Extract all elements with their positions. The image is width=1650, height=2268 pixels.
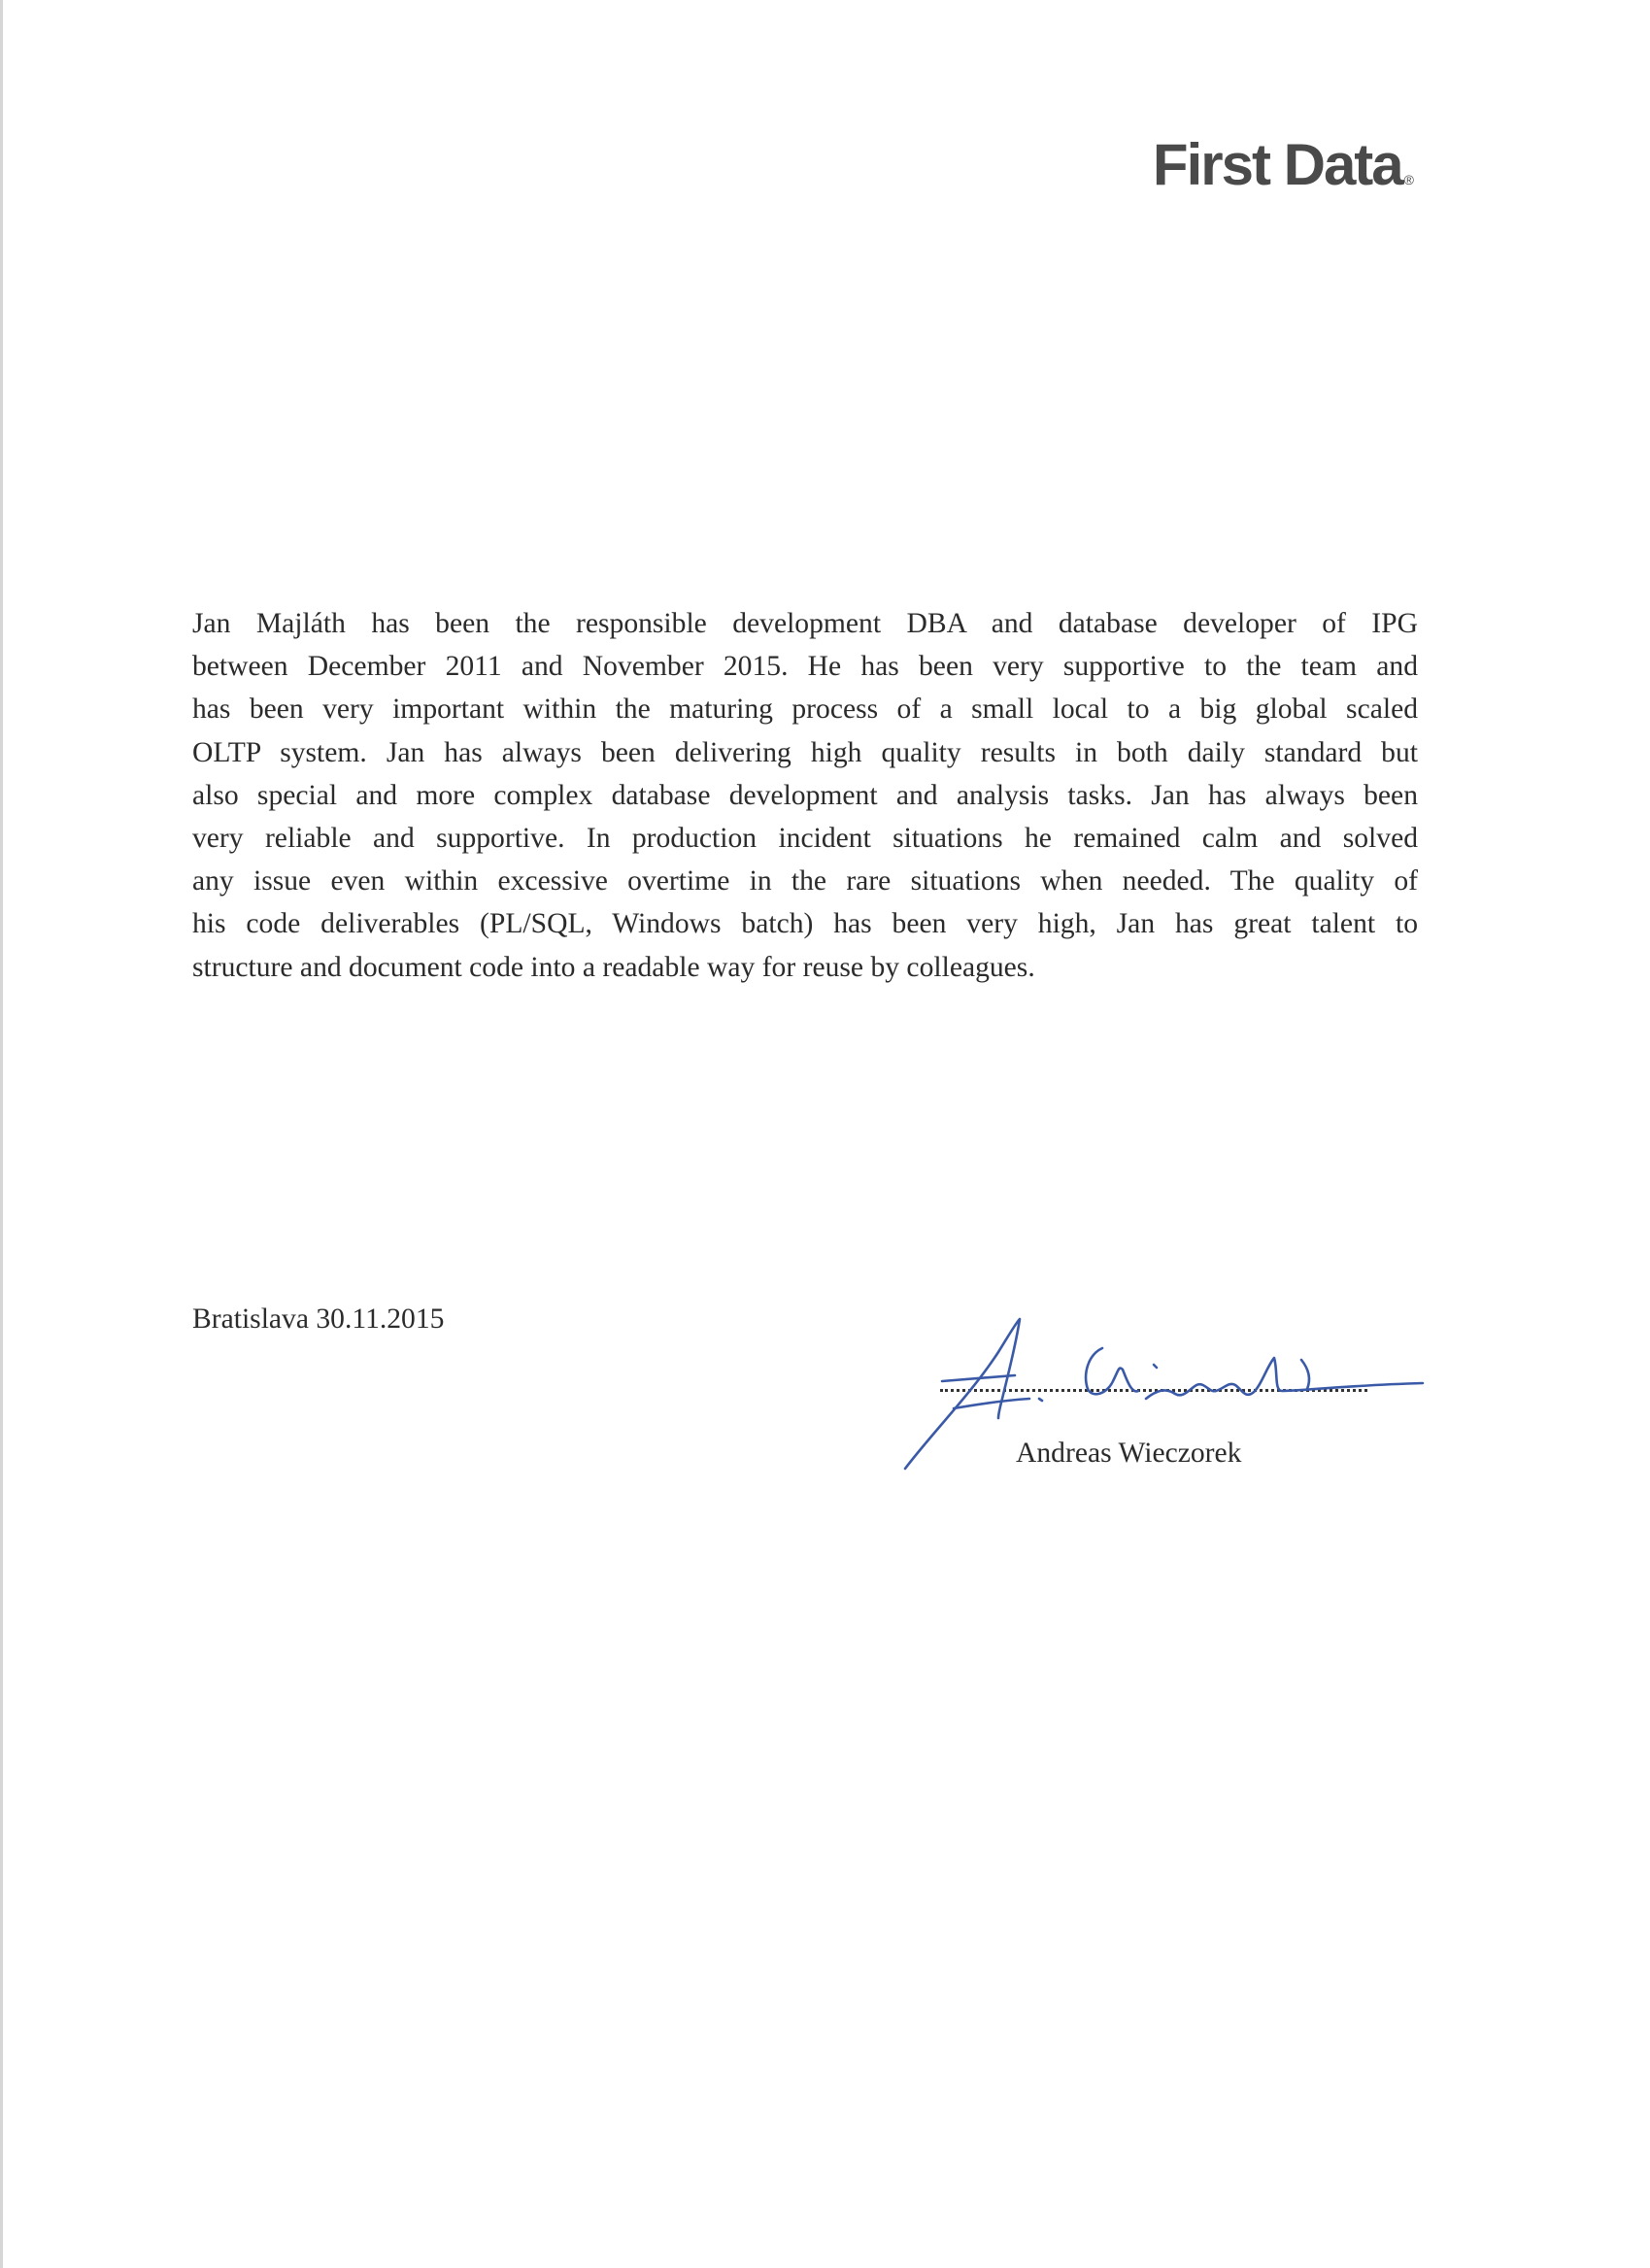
body-line: structure and document code into a readable way for reuse by colleagues. [192, 951, 1035, 983]
logo-wordmark: First Data [1152, 132, 1402, 197]
letter-body [192, 602, 1418, 989]
body-line: very reliable and supportive. In production incident situations he remained calm and solved [192, 823, 1418, 855]
body-line: Jan Majláth has been the responsible development DBA and database developer of IPG [192, 608, 1418, 639]
body-line: between December 2011 and November 2015. He has been very supportive to the team and [192, 651, 1418, 683]
place-date: Bratislava 30.11.2015 [192, 1303, 445, 1335]
body-line: also special and more complex database development and analysis tasks. Jan has always been [192, 779, 1418, 811]
body-line: his code deliverables (PL/SQL, Windows batch) has been very high, Jan has great talent to [192, 908, 1418, 940]
body-line: any issue even within excessive overtime in the rare situations when needed. The quality of [192, 865, 1418, 897]
body-line: OLTP system. Jan has always been delivering high quality results in both daily standard but [192, 736, 1418, 768]
company-logo [1152, 132, 1414, 197]
signer-name: Andreas Wieczorek [1016, 1438, 1242, 1469]
scan-edge [0, 0, 3, 2268]
body-line: has been very important within the maturing process of a small local to a big global scaled [192, 694, 1418, 726]
registered-mark: ® [1403, 172, 1414, 187]
